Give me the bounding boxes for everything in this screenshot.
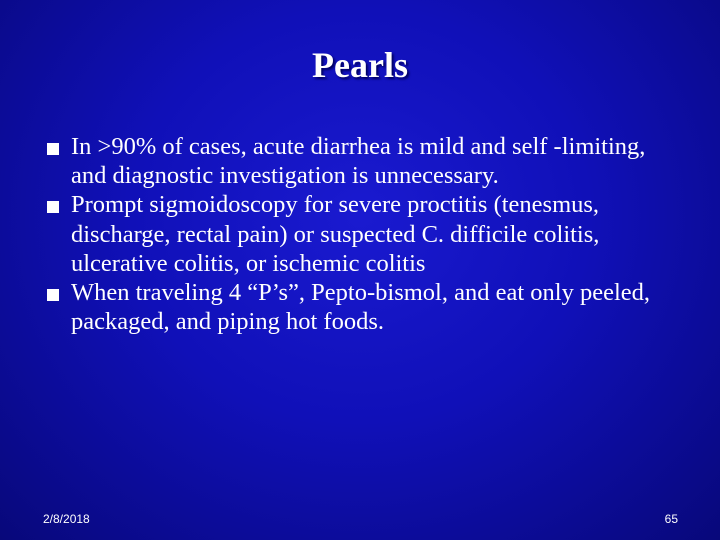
square-bullet-icon (47, 201, 59, 213)
bullet-text: When traveling 4 “P’s”, Pepto-bismol, and eat only peeled, packaged, and piping hot foods. (71, 279, 651, 336)
square-bullet-icon (47, 143, 59, 155)
bullet-item (46, 132, 686, 190)
bullet-list (46, 132, 686, 336)
square-bullet-icon (47, 289, 59, 301)
bullet-item (46, 278, 686, 336)
footer-page-number: 65 (664, 512, 678, 526)
bullet-text: Prompt sigmoidoscopy for severe proctitis (tenesmus, discharge, rectal pain) or suspected C. difficile colitis, ulcerative colitis, or ischemic colitis (71, 191, 600, 277)
footer-date: 2/8/2018 (43, 512, 90, 526)
slide-title: Pearls (312, 45, 408, 85)
bullet-text: In >90% of cases, acute diarrhea is mild and self -limiting, and diagnostic investigation is unnecessary. (71, 133, 646, 190)
bullet-item (46, 190, 686, 278)
